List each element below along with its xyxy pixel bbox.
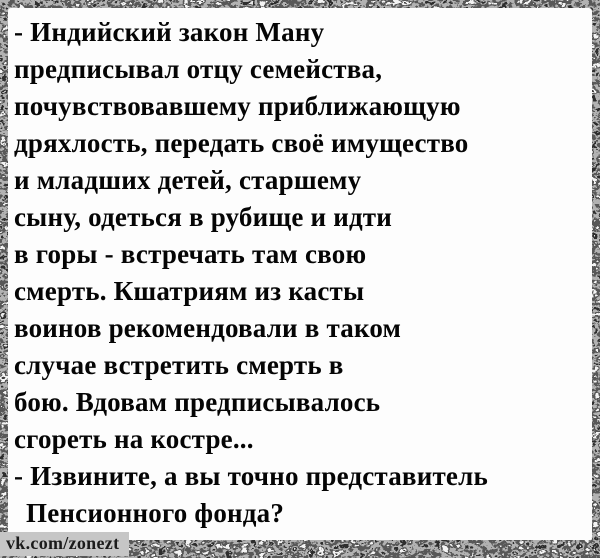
- joke-text: [8, 8, 592, 532]
- joke-line: Пенсионного фонда?: [26, 498, 285, 528]
- joke-line: смерть. Кшатриям из касты: [14, 276, 365, 306]
- joke-line: случае встретить смерть в: [14, 350, 344, 380]
- joke-line: почувствовавшему приближающую: [14, 91, 461, 121]
- watermark-badge: [0, 532, 129, 556]
- joke-line: - Индийский закон Ману: [14, 17, 325, 47]
- joke-line: и младших детей, старшему: [14, 165, 362, 195]
- joke-line: в горы - встречать там свою: [14, 239, 367, 269]
- watermark-label: vk.com/zonezt: [6, 533, 120, 553]
- joke-line: воинов рекомендовали в таком: [14, 313, 402, 343]
- joke-line: - Извините, а вы точно представитель: [14, 461, 488, 491]
- joke-line: сыну, одеться в рубище и идти: [14, 202, 393, 232]
- paper: [8, 8, 592, 540]
- joke-line: дряхлость, передать своё имущество: [14, 128, 469, 158]
- joke-line: предписывал отцу семейства,: [14, 54, 383, 84]
- joke-line: бою. Вдовам предписывалось: [14, 387, 381, 417]
- joke-line: сгореть на костре...: [14, 424, 254, 454]
